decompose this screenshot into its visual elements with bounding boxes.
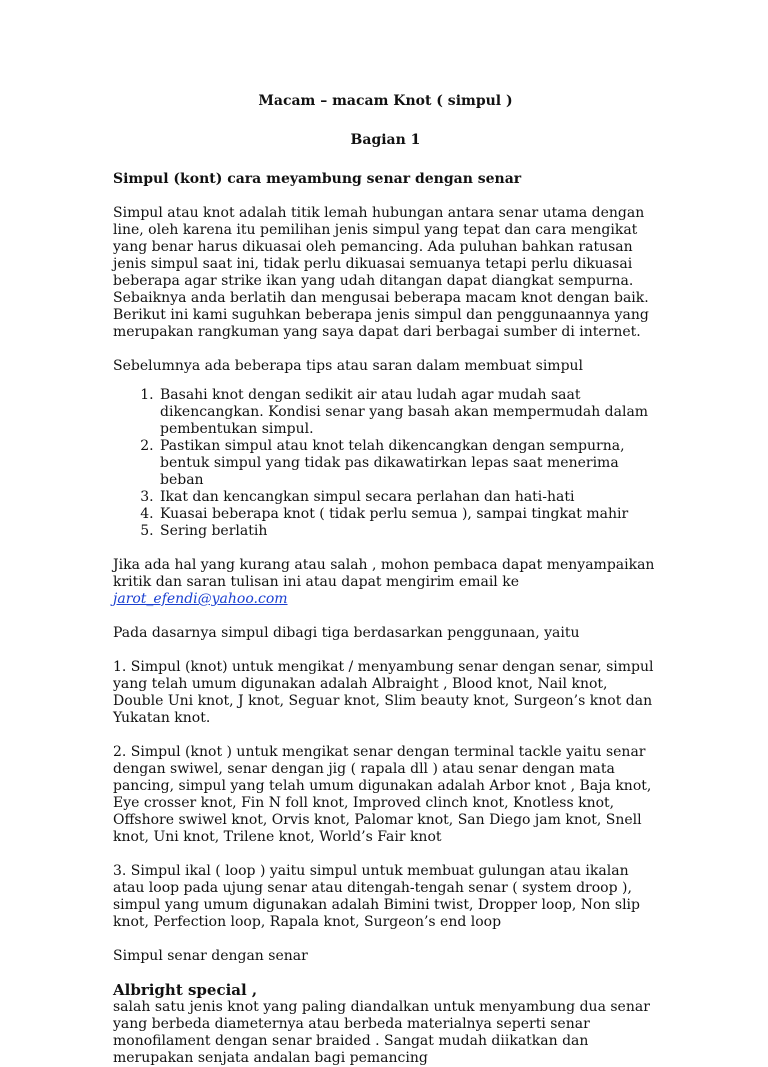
category-1: 1. Simpul (knot) untuk mengikat / menyambung senar dengan senar, simpul yang telah umum digunakan adalah Albraight , Blood knot, Nail knot, Double Uni knot, J knot, Seguar knot, Slim beauty knot, Surgeon’s knot dan Yukatan knot. <box>113 659 654 726</box>
feedback-paragraph <box>113 557 658 608</box>
category-3: 3. Simpul ikal ( loop ) yaitu simpul untuk membuat gulungan atau ikalan atau loop pada ujung senar atau ditengah-tengah senar ( system droop ), simpul yang umum digunakan adalah Bimini twist, Dropper loop, Non slip knot, Perfection loop, Rapala knot, Surgeon’s end loop <box>113 863 640 930</box>
list-item: 2. Pastikan simpul atau knot telah dikencangkan dengan sempurna, bentuk simpul yang tidak pas dikawatirkan lepas saat menerima beban <box>158 438 658 489</box>
list-item: 3. Ikat dan kencangkan simpul secara perlahan dan hati-hati <box>158 489 658 506</box>
list-item: 4. Kuasai beberapa knot ( tidak perlu semua ), sampai tingkat mahir <box>158 506 658 523</box>
intro-paragraph: Simpul atau knot adalah titik lemah hubungan antara senar utama dengan line, oleh karena itu pemilihan jenis simpul yang tepat dan cara mengikat yang benar harus dikuasai oleh pemancing. Ada puluhan bahkan ratusan jenis simpul saat ini, tidak perlu dikuasai semuanya tetapi perlu dikuasai beberapa agar strike ikan yang udah ditangan dapat diangkat sempurna. Sebaiknya anda berlatih dan mengusai beberapa macam knot dengan baik. Berikut ini kami suguhkan beberapa jenis simpul dan penggunaannya yang merupakan rangkuman yang saya dapat dari berbagai sumber di internet. <box>113 205 649 340</box>
document-subtitle: Bagian 1 <box>350 132 421 148</box>
section-label: Simpul senar dengan senar <box>113 948 308 964</box>
category-2: 2. Simpul (knot ) untuk mengikat senar dengan terminal tackle yaitu senar dengan swiwel, senar dengan jig ( rapala dll ) atau senar dengan mata pancing, simpul yang telah umum digunakan adalah Arbor knot , Baja knot, Eye crosser knot, Fin N foll knot, Improved clinch knot, Knotless knot, Offshore swiwel knot, Orvis knot, Palomar knot, San Diego jam knot, Snell knot, Uni knot, Trilene knot, World’s Fair knot <box>113 744 652 845</box>
albright-title: Albright special , <box>113 981 258 999</box>
list-item: 1. Basahi knot dengan sedikit air atau ludah agar mudah saat dikencangkan. Kondisi senar yang basah akan mempermudah dalam pembentukan simpul. <box>158 387 658 438</box>
tips-intro: Sebelumnya ada beberapa tips atau saran dalam membuat simpul <box>113 358 584 374</box>
albright-paragraph: salah satu jenis knot yang paling diandalkan untuk menyambung dua senar yang berbeda diameternya atau berbeda materialnya seperti senar monofilament dengan senar braided . Sangat mudah diikatkan dan merupakan senjata andalan bagi pemancing <box>113 999 650 1066</box>
document-title: Macam – macam Knot ( simpul ) <box>258 93 513 109</box>
tips-list <box>113 387 658 540</box>
section-heading: Simpul (kont) cara meyambung senar dengan senar <box>113 171 522 187</box>
categories-intro: Pada dasarnya simpul dibagi tiga berdasarkan penggunaan, yaitu <box>113 625 580 641</box>
email-link[interactable]: jarot_efendi@yahoo.com <box>113 591 288 607</box>
list-item: 5. Sering berlatih <box>158 523 658 540</box>
feedback-text: Jika ada hal yang kurang atau salah , mohon pembaca dapat menyampaikan kritik dan saran tulisan ini atau dapat mengirim email ke <box>113 557 655 590</box>
